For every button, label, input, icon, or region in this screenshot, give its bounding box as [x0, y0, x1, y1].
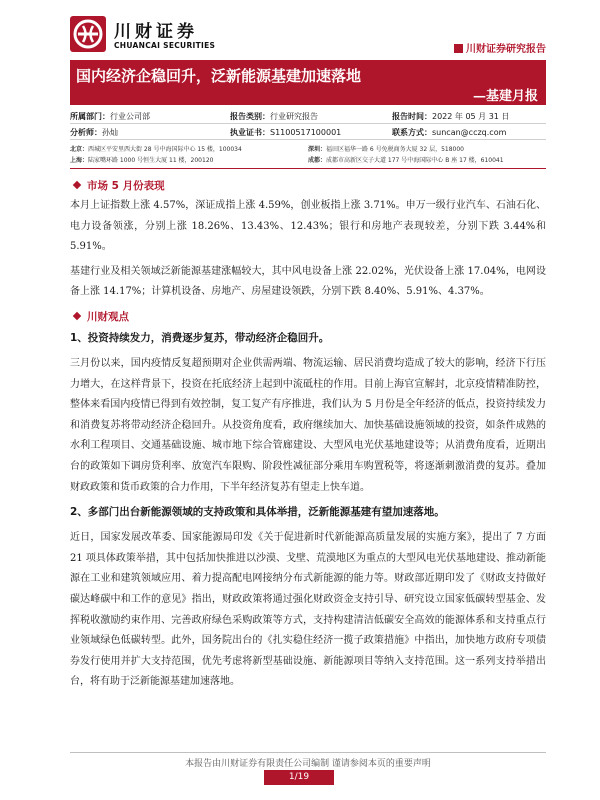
section-heading-view [70, 307, 546, 327]
section-heading-market [70, 176, 546, 196]
sh-address: 陆家嘴环路 1000 号恒生大厦 11 楼，200120 [88, 157, 214, 164]
sz-address: 福田区福华一路 6 号免税商务大厦 32 层，518000 [326, 146, 465, 153]
view-paragraph-1: 三月份以来，国内疫情反复超预期对企业供需两端、物流运输、居民消费均造成了较大的影响，经济下行压力增大，在这样背景下，投资在托底经济上起到中流砥柱的作用。目前上海官宣解封，北京疫情精准防控，整体来看国内疫情已得到有效控制，复工复产有序推进，我们认为 5 月份是全年经济的低点，投资持续发力和消费复苏将带动经济企稳回升。从投资角度看，政府继续加大、加快基础设施领域的投资，如条件成熟的水利工程项目、交通基础设施、城市地下综合管廊建设、大型风电光伏基地建设等；从消费角度看，近期出台的政策如下调房贷利率、放宽汽车限购、阶段性减征部分乘用车购置税等，将逐渐刺激消费的复苏。叠加财政政策和货币政策的合力作用，下半年经济复苏有望走上快车道。 [70, 357, 546, 493]
diamond-icon [73, 181, 81, 189]
divider [70, 168, 546, 169]
cert-value: S1100517100001 [270, 128, 342, 137]
sz-label: 深圳： [308, 146, 327, 153]
meta-row-1 [70, 108, 546, 124]
report-title: 国内经济企稳回升，泛新能源基建加速落地 [76, 67, 362, 85]
contact-label: 联系方式： [392, 128, 432, 137]
date-label: 报告时间： [392, 112, 432, 121]
view-paragraph-2: 近日，国家发展改革委、国家能源局印发《关于促进新时代新能源高质量发展的实施方案》，提出了 7 方面 21 项具体政策举措，其中包括加快推进以沙漠、戈壁、荒漠地区为重点的大型风电光伏基地建设、推动新能源在工业和建筑领域应用、着力提高配电网接纳分布式新能源的能力等。财政部近期印发了《财政支持做好碳达峰碳中和工作的意见》指出，财政政策将通过强化财政资金支持引导、研究设立国家低碳转型基金、发挥税收激励约束作用、完善政府绿色采购政策等方式，支持构建清洁低碳安全高效的能源体系和支持重点行业领域绿色低碳转型。此外，国务院出台的《扎实稳住经济一揽子政策措施》中指出，加快地方政府专项债券发行使用并扩大支持范围，优先考虑将新型基础设施、新能源项目等纳入支持范围。这一系列支持举措出台，将有助于泛新能源基建加速落地。 [70, 532, 546, 688]
sh-label: 上海： [70, 157, 89, 164]
report-subtitle: —基建月报 [472, 89, 538, 104]
dept-value: 行业公司部 [110, 112, 150, 121]
dept-label: 所属部门： [70, 112, 110, 121]
title-banner [70, 60, 546, 105]
office-addresses [70, 143, 546, 165]
view-heading-2: 2、多部门出台新能源领域的支持政策和具体举措，泛新能源基建有望加速落地。 [70, 506, 445, 519]
report-meta [70, 108, 546, 140]
analyst-label: 分析师： [70, 128, 102, 137]
address-row-2 [70, 154, 546, 165]
bj-label: 北京： [70, 146, 89, 153]
page-number: 1/19 [264, 770, 334, 785]
cd-label: 成都： [308, 157, 327, 164]
report-body [70, 176, 546, 697]
view-title: 川财观点 [87, 310, 129, 323]
date-value: 2022 年 05 月 31 日 [432, 112, 510, 121]
report-tag-label: 川财证券研究报告 [466, 44, 546, 55]
bj-address: 西城区平安里西大街 28 号中海国际中心 15 楼，100034 [88, 146, 242, 153]
square-icon [454, 44, 463, 53]
address-row-1 [70, 143, 546, 154]
market-paragraph-1: 本月上证指数上涨 4.57%，深证成指上涨 4.59%，创业板指上涨 3.71%。申万一级行业汽车、石油石化、电力设备领涨，分别上涨 18.26%、13.43%、12.43%；银行和房地产表现较差，分别下跌 3.44%和 5.91%。 [70, 200, 546, 253]
view-heading-1: 1、投资持续发力，消费逐步复苏，带动经济企稳回升。 [70, 331, 330, 344]
brand-name-en: CHUANCAI SECURITIES [114, 41, 216, 50]
market-paragraph-2: 基建行业及相关领域泛新能源基建涨幅较大，其中风电设备上涨 22.02%，光伏设备上涨 17.04%，电网设备上涨 14.17%；计算机设备、房地产、房屋建设领跌，分别下跌 8.40%、5.91%、4.37%。 [70, 265, 546, 298]
report-tag [454, 40, 546, 55]
analyst-value: 孙灿 [102, 128, 118, 137]
contact-value[interactable]: suncan@cczq.com [432, 128, 507, 137]
cd-address: 成都市高新区交子大道 177 号中海国际中心 B 座 17 楼，610041 [326, 157, 504, 164]
footer-disclaimer: 本报告由川财证券有限责任公司编制 谨请参阅本页的重要声明 [70, 752, 546, 769]
type-label: 报告类别： [230, 112, 270, 121]
brand-name: 川财证券 [114, 22, 198, 42]
meta-row-2 [70, 124, 546, 140]
diamond-icon [73, 312, 81, 320]
chuancai-logo-icon [70, 16, 106, 52]
type-value: 行业研究报告 [270, 112, 318, 121]
cert-label: 执业证书： [230, 128, 270, 137]
page-header [70, 14, 546, 58]
market-title: 市场 5 月份表现 [87, 180, 165, 192]
